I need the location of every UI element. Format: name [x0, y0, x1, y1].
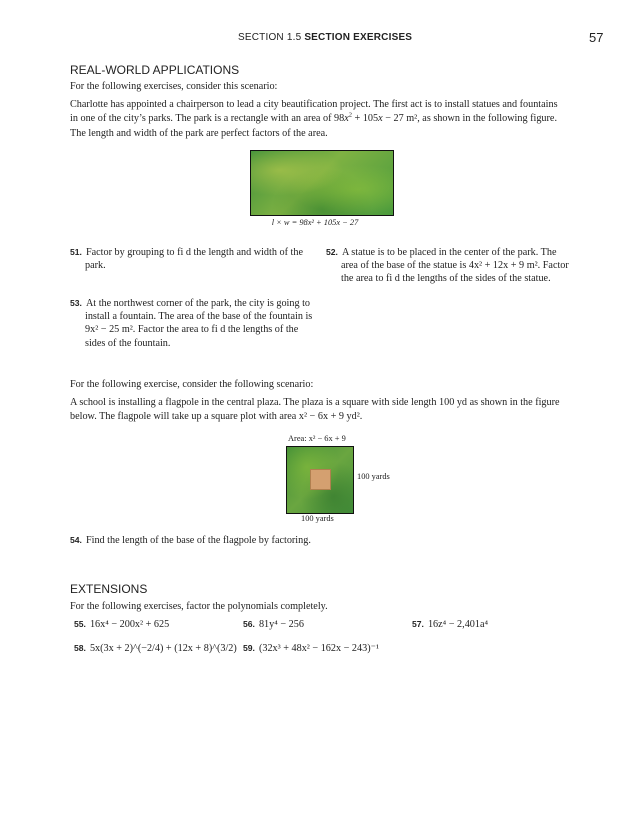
plaza-side-label-right: 100 yards	[357, 472, 390, 481]
exercise-51: 51. Factor by grouping to fi d the length and width of the park.	[70, 247, 303, 272]
extensions-intro: For the following exercises, factor the polynomials completely.	[70, 601, 328, 612]
running-head	[238, 32, 412, 43]
park-scenario	[70, 98, 610, 141]
park-scenario-line-2: in one of the city’s parks. The park is a rectangle with an area of $98x^2 + 105x - 27$ m², as shown in the following figure.	[70, 111, 557, 125]
exercise-54: 54. Find the length of the base of the flagpole by factoring.	[70, 535, 311, 546]
park-scenario-line-3: The length and width of the park are perfect factors of the area.	[70, 127, 328, 139]
section-number: SECTION 1.5	[238, 32, 302, 43]
flagpole-scenario-line-2: below. The flagpole will take up a square plot with area x² − 6x + 9 yd².	[70, 411, 363, 423]
exercise-56: 56. 81y⁴ − 256	[243, 619, 304, 630]
exercise-55: 55. 16x⁴ − 200x² + 625	[74, 619, 170, 630]
exercise-59: 59. (32x³ + 48x² − 162x − 243)⁻¹	[243, 643, 380, 654]
flagpole-scenario-line-1: A school is installing a flagpole in the central plaza. The plaza is a square with side length 100 yd as shown in the figure	[70, 397, 560, 408]
exercise-57: 57. 16z⁴ − 2,401a⁴	[412, 619, 489, 630]
page-number: 57	[589, 30, 604, 45]
flagpole-intro: For the following exercise, consider the following scenario:	[70, 379, 314, 390]
section-title: SECTION EXERCISES	[304, 32, 413, 43]
plaza-side-label-bottom: 100 yards	[301, 514, 334, 523]
exercise-52: 52. A statue is to be placed in the center of the park. The area of the base of the statue is 4x² + 12x + 9 m². Factor the area to fi d the lengths of the sides of the statue.	[326, 247, 569, 285]
plaza-area-label: Area: x² − 6x + 9	[288, 434, 346, 443]
flagpole-plot	[310, 469, 331, 490]
park-figure	[250, 150, 394, 216]
park-scenario-line-1: Charlotte has appointed a chairperson to lead a city beautification project. The first act is to install statues and fountains	[70, 99, 558, 110]
real-world-intro: For the following exercises, consider this scenario:	[70, 81, 278, 92]
section-heading-extensions: EXTENSIONS	[70, 582, 148, 596]
exercise-53: 53. At the northwest corner of the park, the city is going to install a fountain. The area of the base of the fountain is 9x² − 25 m². Factor the area to fi d the lengths of the sides of the fountain.	[70, 298, 313, 349]
section-heading-real-world: REAL-WORLD APPLICATIONS	[70, 63, 240, 77]
park-caption: l × w = 98x² + 105x − 27	[271, 218, 359, 227]
flagpole-scenario	[70, 396, 615, 425]
exercise-58: 58. 5x(3x + 2)^(−2/4) + (12x + 8)^(3/2)	[74, 643, 237, 654]
